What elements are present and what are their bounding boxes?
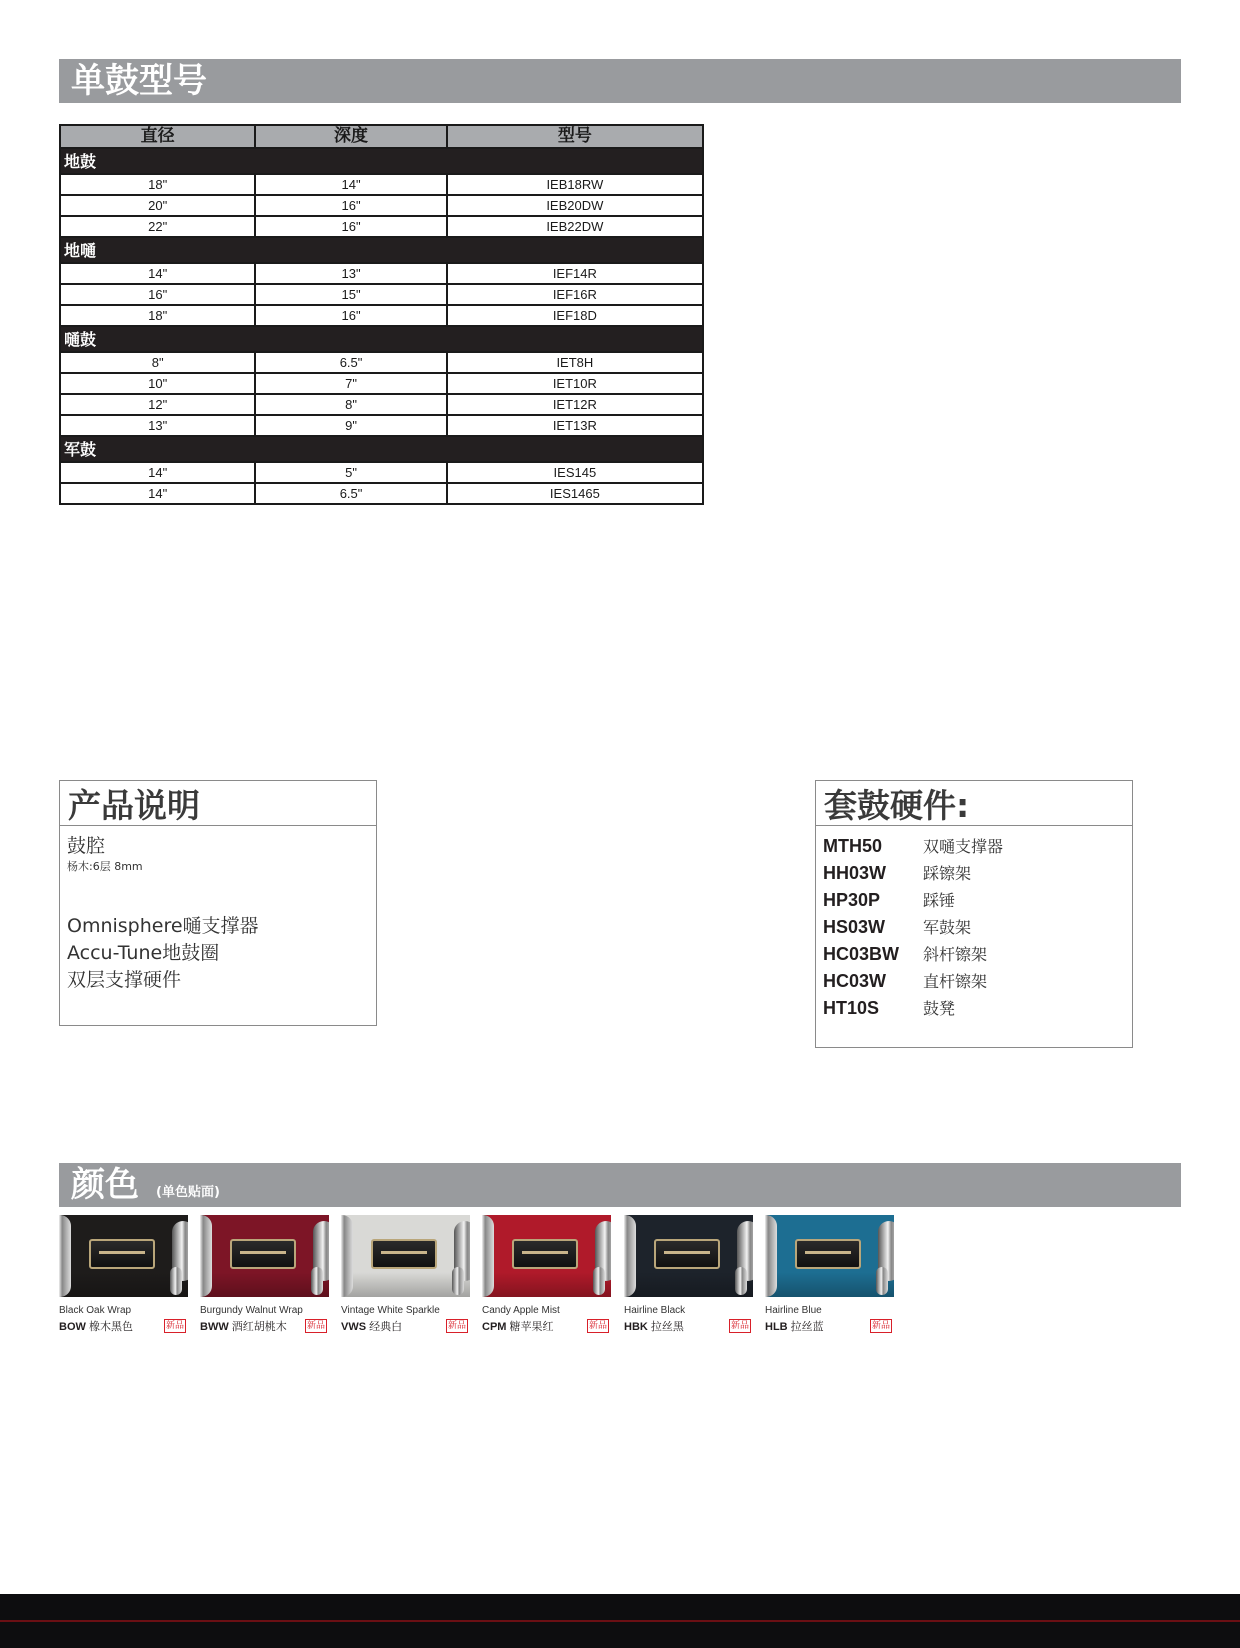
feature-item: 双层支撑硬件 — [67, 969, 182, 991]
hardware-name: 双嗵支撑器 — [923, 837, 1004, 856]
table-row — [60, 263, 703, 284]
table-row — [60, 373, 703, 394]
cell-diameter: 22" — [60, 216, 255, 237]
group-label: 军鼓 — [60, 436, 703, 462]
group-label: 嗵鼓 — [60, 326, 703, 352]
hardware-code: HP30P — [823, 890, 881, 910]
cell-model: IEF18D — [447, 305, 703, 326]
single-drums-title: 单鼓型号 — [71, 61, 207, 101]
table-header-row — [60, 125, 703, 148]
cell-diameter: 16" — [60, 284, 255, 305]
color-swatch — [200, 1215, 329, 1297]
color-code-label — [59, 1318, 133, 1334]
hardware-code: HT10S — [823, 998, 880, 1018]
hardware-name: 踩镲架 — [923, 864, 972, 883]
group-row-floor-tom — [60, 237, 703, 263]
hardware-name: 鼓凳 — [923, 999, 956, 1018]
color-code-label — [341, 1318, 402, 1334]
logo-badge-icon — [371, 1239, 437, 1269]
cell-diameter: 10" — [60, 373, 255, 394]
table-row — [60, 415, 703, 436]
cell-diameter: 20" — [60, 195, 255, 216]
color-swatch — [341, 1215, 470, 1297]
logo-badge-icon — [230, 1239, 296, 1269]
cell-model: IEB18RW — [447, 174, 703, 195]
color-code-label — [765, 1318, 824, 1334]
cell-diameter: 12" — [60, 394, 255, 415]
color-name-en: Hairline Blue — [765, 1305, 822, 1316]
color-code-label — [200, 1318, 287, 1334]
cell-diameter: 18" — [60, 305, 255, 326]
cell-model: IEB22DW — [447, 216, 703, 237]
cell-model: IET13R — [447, 415, 703, 436]
header-diameter: 直径 — [60, 125, 255, 148]
hardware-name: 军鼓架 — [923, 918, 972, 937]
hardware-code: HS03W — [823, 917, 886, 937]
color-code-label — [482, 1318, 554, 1334]
color-name-zh: 橡木黑色 — [88, 1321, 133, 1333]
table-row — [60, 483, 703, 504]
cell-model: IEB20DW — [447, 195, 703, 216]
color-name-en: Candy Apple Mist — [482, 1305, 560, 1316]
color-name-en: Hairline Black — [624, 1305, 686, 1316]
new-badge: 新品 — [306, 1321, 325, 1331]
group-label: 地鼓 — [60, 148, 703, 174]
color-name-zh: 糖苹果红 — [509, 1321, 554, 1333]
new-badge: 新品 — [588, 1321, 607, 1331]
color-code: BOW — [59, 1321, 86, 1333]
cell-model: IET8H — [447, 352, 703, 373]
feature-item: Omnisphere嗵支撑器 — [67, 915, 259, 937]
cell-diameter: 14" — [60, 483, 255, 504]
cell-depth: 16" — [255, 216, 446, 237]
group-label: 地嗵 — [60, 237, 703, 263]
colors-subtitle: (单色贴面) — [156, 1185, 220, 1200]
footer-accent-line — [0, 1620, 1240, 1622]
cell-depth: 6.5" — [255, 352, 446, 373]
hardware-name: 踩锤 — [923, 891, 956, 910]
cell-model: IES1465 — [447, 483, 703, 504]
feature-item: Accu-Tune地鼓圈 — [67, 942, 220, 964]
cell-depth: 5" — [255, 462, 446, 483]
color-code: HLB — [765, 1321, 788, 1333]
color-name-zh: 经典白 — [369, 1321, 403, 1333]
cell-depth: 16" — [255, 305, 446, 326]
header-model: 型号 — [447, 125, 703, 148]
table-row — [60, 352, 703, 373]
hardware-code: MTH50 — [823, 836, 883, 856]
single-drums-table — [59, 124, 704, 505]
color-swatch — [59, 1215, 188, 1297]
color-swatch — [624, 1215, 753, 1297]
table-row — [60, 284, 703, 305]
table-row — [60, 174, 703, 195]
color-code: HBK — [624, 1321, 648, 1333]
color-code-label — [624, 1318, 684, 1334]
cell-model: IET10R — [447, 373, 703, 394]
color-name-zh: 酒红胡桃木 — [231, 1321, 287, 1333]
logo-badge-icon — [795, 1239, 861, 1269]
cell-depth: 13" — [255, 263, 446, 284]
cell-model: IET12R — [447, 394, 703, 415]
group-row-bass-drum — [60, 148, 703, 174]
cell-depth: 15" — [255, 284, 446, 305]
hardware-code: HC03W — [823, 971, 887, 991]
table-row — [60, 216, 703, 237]
table-row — [60, 305, 703, 326]
hardware-name: 直杆镲架 — [923, 972, 988, 991]
hardware-name: 斜杆镲架 — [923, 945, 988, 964]
group-row-tom — [60, 326, 703, 352]
logo-badge-icon — [654, 1239, 720, 1269]
table-row — [60, 195, 703, 216]
single-drums-header-bar — [59, 59, 1181, 103]
color-swatch — [765, 1215, 894, 1297]
color-name-zh: 拉丝黑 — [650, 1321, 684, 1333]
colors-title: 颜色 — [71, 1165, 139, 1205]
logo-badge-icon — [89, 1239, 155, 1269]
new-badge: 新品 — [871, 1321, 890, 1331]
color-name-en: Vintage White Sparkle — [341, 1305, 440, 1316]
color-code: VWS — [341, 1321, 367, 1333]
table-row — [60, 462, 703, 483]
color-name-en: Black Oak Wrap — [59, 1305, 132, 1316]
shell-spec: 杨木:6层 8mm — [67, 860, 143, 873]
product-description-box — [59, 780, 377, 1026]
cell-depth: 6.5" — [255, 483, 446, 504]
hardware-box — [815, 780, 1133, 1048]
cell-model: IEF14R — [447, 263, 703, 284]
cell-diameter: 8" — [60, 352, 255, 373]
table-row — [60, 394, 703, 415]
cell-depth: 16" — [255, 195, 446, 216]
color-name-zh: 拉丝蓝 — [790, 1321, 824, 1333]
cell-diameter: 14" — [60, 263, 255, 284]
product-description-title: 产品说明 — [60, 781, 376, 826]
cell-depth: 9" — [255, 415, 446, 436]
cell-model: IEF16R — [447, 284, 703, 305]
group-row-snare — [60, 436, 703, 462]
cell-depth: 7" — [255, 373, 446, 394]
logo-badge-icon — [512, 1239, 578, 1269]
hardware-code: HC03BW — [823, 944, 900, 964]
color-name-en: Burgundy Walnut Wrap — [200, 1305, 303, 1316]
hardware-title: 套鼓硬件: — [816, 781, 1132, 826]
cell-diameter: 13" — [60, 415, 255, 436]
color-swatch — [482, 1215, 611, 1297]
cell-diameter: 18" — [60, 174, 255, 195]
new-badge: 新品 — [447, 1321, 466, 1331]
hardware-code: HH03W — [823, 863, 887, 883]
color-code: BWW — [200, 1321, 229, 1333]
cell-depth: 8" — [255, 394, 446, 415]
header-depth: 深度 — [255, 125, 446, 148]
shell-label: 鼓腔 — [67, 835, 106, 857]
new-badge: 新品 — [730, 1321, 749, 1331]
cell-model: IES145 — [447, 462, 703, 483]
cell-depth: 14" — [255, 174, 446, 195]
feature-list — [67, 913, 259, 994]
colors-header-bar — [59, 1163, 1181, 1207]
new-badge: 新品 — [165, 1321, 184, 1331]
color-code: CPM — [482, 1321, 507, 1333]
cell-diameter: 14" — [60, 462, 255, 483]
